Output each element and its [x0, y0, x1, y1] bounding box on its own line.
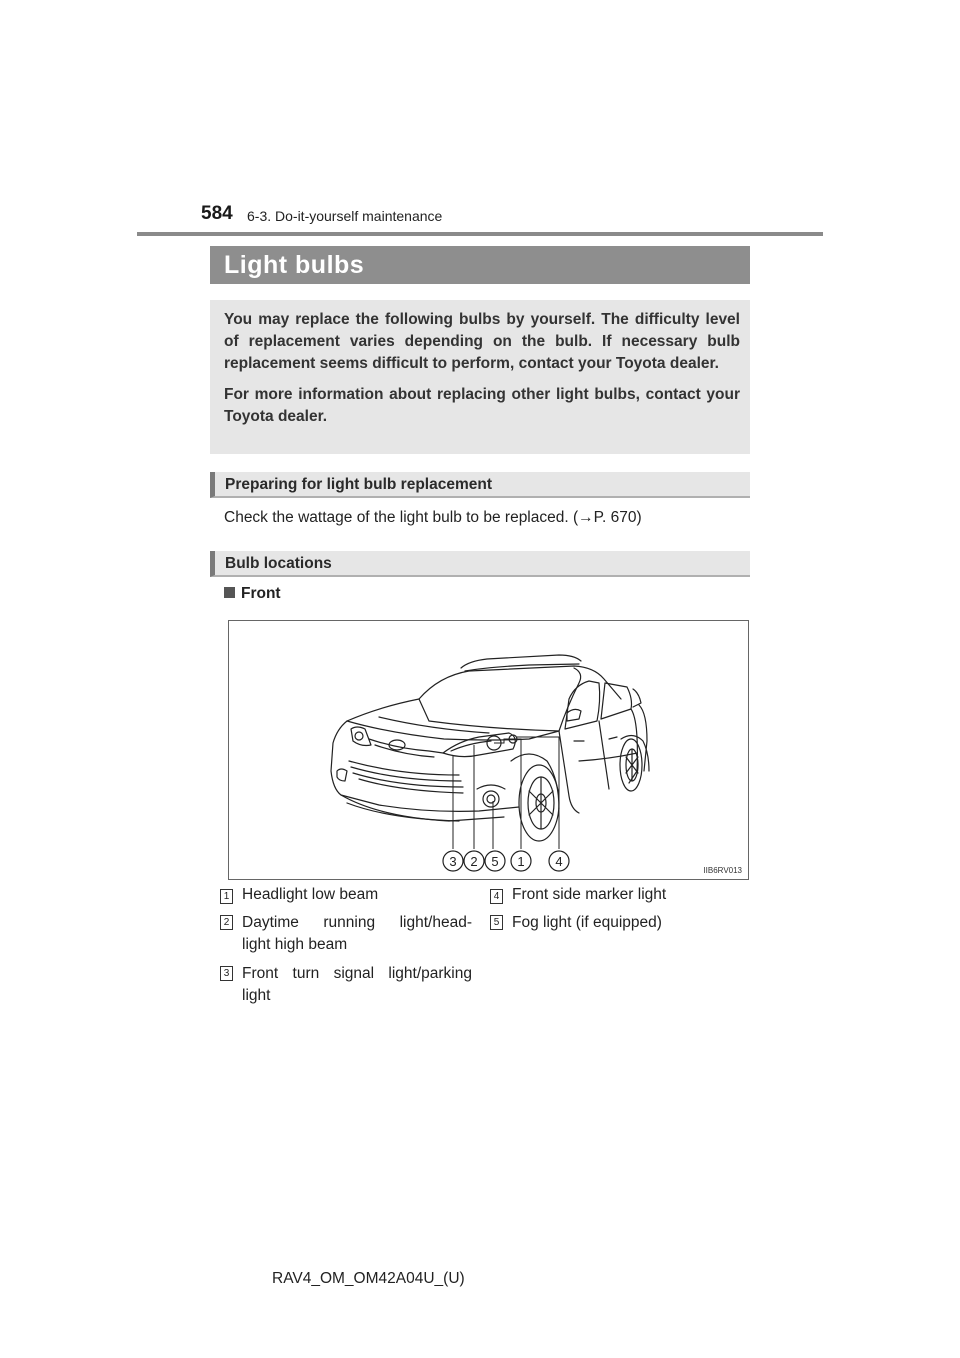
callout-5-label: 5 [491, 854, 499, 869]
intro-paragraph-1: You may replace the following bulbs by yourself. The difficulty level of replacement varies depending on the bulb. If necessary bulb replacement seems difficult to perform, contact your Toyota dealer. [224, 311, 740, 372]
front-label-text: Front [241, 585, 281, 602]
subheading-bulb-locations-label: Bulb locations [225, 555, 332, 572]
title-bar [210, 246, 750, 284]
header-rule [137, 232, 823, 236]
legend-item-4: Front side marker light [512, 886, 667, 903]
callout-4-label: 4 [555, 854, 563, 869]
legend-number-3: 3 [220, 966, 233, 981]
front-label [224, 585, 281, 603]
prep-text: Check the wattage of the light bulb to be replaced. (→P. 670) [224, 509, 642, 526]
legend-number-2: 2 [220, 915, 233, 930]
callout-1-label: 1 [517, 854, 525, 869]
legend-item-3-line-1: Front turn signal light/parking [242, 965, 472, 982]
car-front-figure [228, 620, 749, 880]
legend-number-1: 1 [220, 889, 233, 904]
legend-item-2-line-2: light high beam [242, 936, 348, 953]
section-label: 6-3. Do-it-yourself maintenance [247, 208, 443, 224]
callout-markers [443, 851, 569, 871]
car-illustration [229, 621, 748, 879]
callout-3-label: 3 [449, 854, 457, 869]
square-bullet-icon [224, 587, 235, 598]
legend-item-2-line-1: Daytime running light/head- [242, 914, 472, 931]
legend-item-1: Headlight low beam [242, 886, 379, 903]
callout-2-label: 2 [470, 854, 478, 869]
figure-code: IIB6RV013 [703, 866, 742, 875]
footer-doc-id: RAV4_OM_OM42A04U_(U) [272, 1270, 465, 1287]
page-number: 584 [201, 203, 233, 224]
car-outline [331, 655, 649, 841]
legend-number-5: 5 [490, 915, 503, 930]
legend-item-3-line-2: light [242, 987, 271, 1004]
legend-number-4: 4 [490, 889, 503, 904]
intro-paragraph-2: For more information about replacing other light bulbs, contact your Toyota dealer. [224, 386, 740, 425]
subheading-preparing-label: Preparing for light bulb replacement [225, 476, 492, 493]
legend-item-5: Fog light (if equipped) [512, 914, 662, 931]
intro-box [210, 300, 750, 454]
callout-leaders [453, 737, 559, 849]
page-title: Light bulbs [224, 251, 365, 279]
subheading-preparing [210, 472, 750, 498]
subheading-bulb-locations [210, 551, 750, 577]
